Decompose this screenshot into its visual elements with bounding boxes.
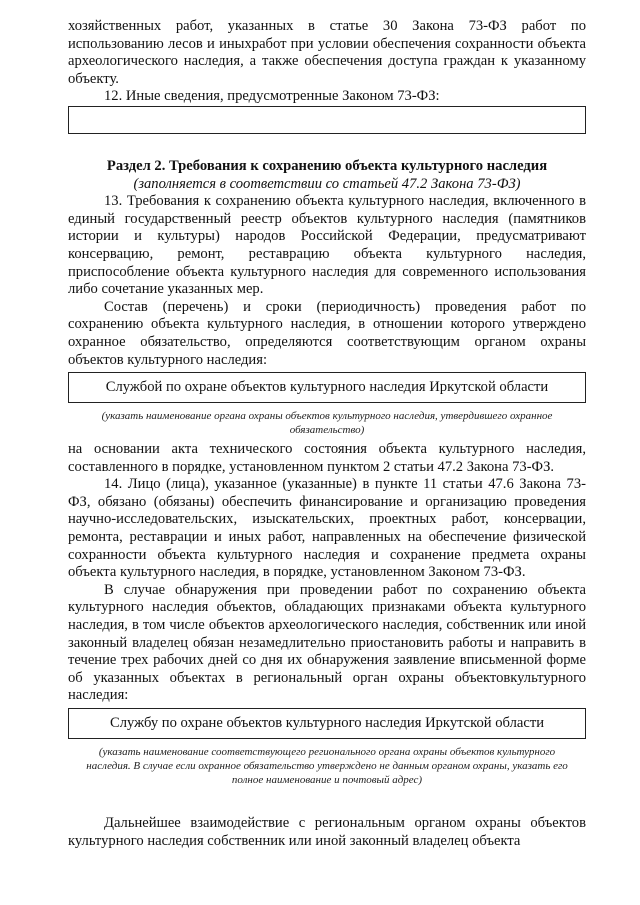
section-2-title: Раздел 2. Требования к сохранению объекта культурного наследия	[106, 157, 548, 174]
item-14-paragraph: 14. Лицо (лица), указанное (указанные) в пункте 11 статьи 47.6 Закона 73-ФЗ, обязано (обязаны) обеспечить финансирование и организацию проведения научно-исследовательских, изыскательских, проектных работ, консервации, ремонта, реставрации и иных работ, направленных на обеспечение физической сохранности объекта культурного наследия и сохранение предмета охраны объекта культурного наследия, в порядке, установленном Законом 73-ФЗ.	[68, 476, 586, 581]
discovery-paragraph: В случае обнаружения при проведении работ по сохранению объекта культурного наследия объектов, обладающих признаками объекта культурного наследия, в том числе объектов археологического наследия, собственник или иной законный владелец обязан незамедлительно приостановить работы и направить в течение трех рабочих дней со дня их обнаружения заявление вписьменной форме об указанных объектах в региональный орган охраны объектовкультурного наследия:	[68, 581, 586, 704]
organ-note-2: (указать наименование соответствующего регионального органа охраны объектов культурного наследия. В случае если охранное обязательство утверждено не данным органом охраны, указать его полное наименование и почтовый адрес)	[86, 746, 568, 786]
further-paragraph: Дальнейшее взаимодействие с региональным органом охраны объектов культурного наследия собственник или иной законный владелец объекта	[68, 815, 586, 849]
organ-box-2[interactable]	[68, 708, 586, 739]
composition-paragraph: Состав (перечень) и сроки (периодичность) проведения работ по сохранению объекта культурного наследия, в отношении которого утверждено охранное обязательство, определяются соответствующим органом охраны объектов культурного наследия:	[68, 298, 586, 368]
intro-paragraph: хозяйственных работ, указанных в статье 30 Закона 73-ФЗ работ по использованию лесов и иныхработ при условии обеспечения сохранности объекта археологического наследия, а также обеспечения доступа граждан к указанному объекту.	[68, 18, 586, 87]
organ-name-1: Службой по охране объектов культурного наследия Иркутской области	[105, 378, 549, 395]
organ-note-1: (указать наименование органа охраны объектов культурного наследия, утвердившего охранное обязательство)	[101, 410, 553, 437]
organ-name-2: Службу по охране объектов культурного наследия Иркутской области	[109, 714, 545, 731]
spacer	[68, 134, 586, 158]
basis-paragraph: на основании акта технического состояния объекта культурного наследия, составленного в порядке, установленном пунктом 2 статьи 47.2 Закона 73-ФЗ.	[68, 441, 586, 475]
section-2-subtitle: (заполняется в соответствии со статьей 47.2 Закона 73-ФЗ)	[133, 175, 521, 192]
item-12-value-box[interactable]	[68, 106, 586, 134]
item-12-label: 12. Иные сведения, предусмотренные Законом 73-ФЗ:	[104, 88, 440, 105]
spacer	[68, 787, 586, 815]
item-13-paragraph: 13. Требования к сохранению объекта культурного наследия, включенного в единый государственный реестр объектов культурного наследия (памятников истории и культуры) народов Российской Федерации, предусматривают консервацию, ремонт, реставрацию объекта культурного наследия, приспособление объекта культурного наследия для современного использования либо сочетание указанных мер.	[68, 193, 586, 298]
document-page	[68, 18, 586, 850]
organ-box-1[interactable]	[68, 372, 586, 403]
